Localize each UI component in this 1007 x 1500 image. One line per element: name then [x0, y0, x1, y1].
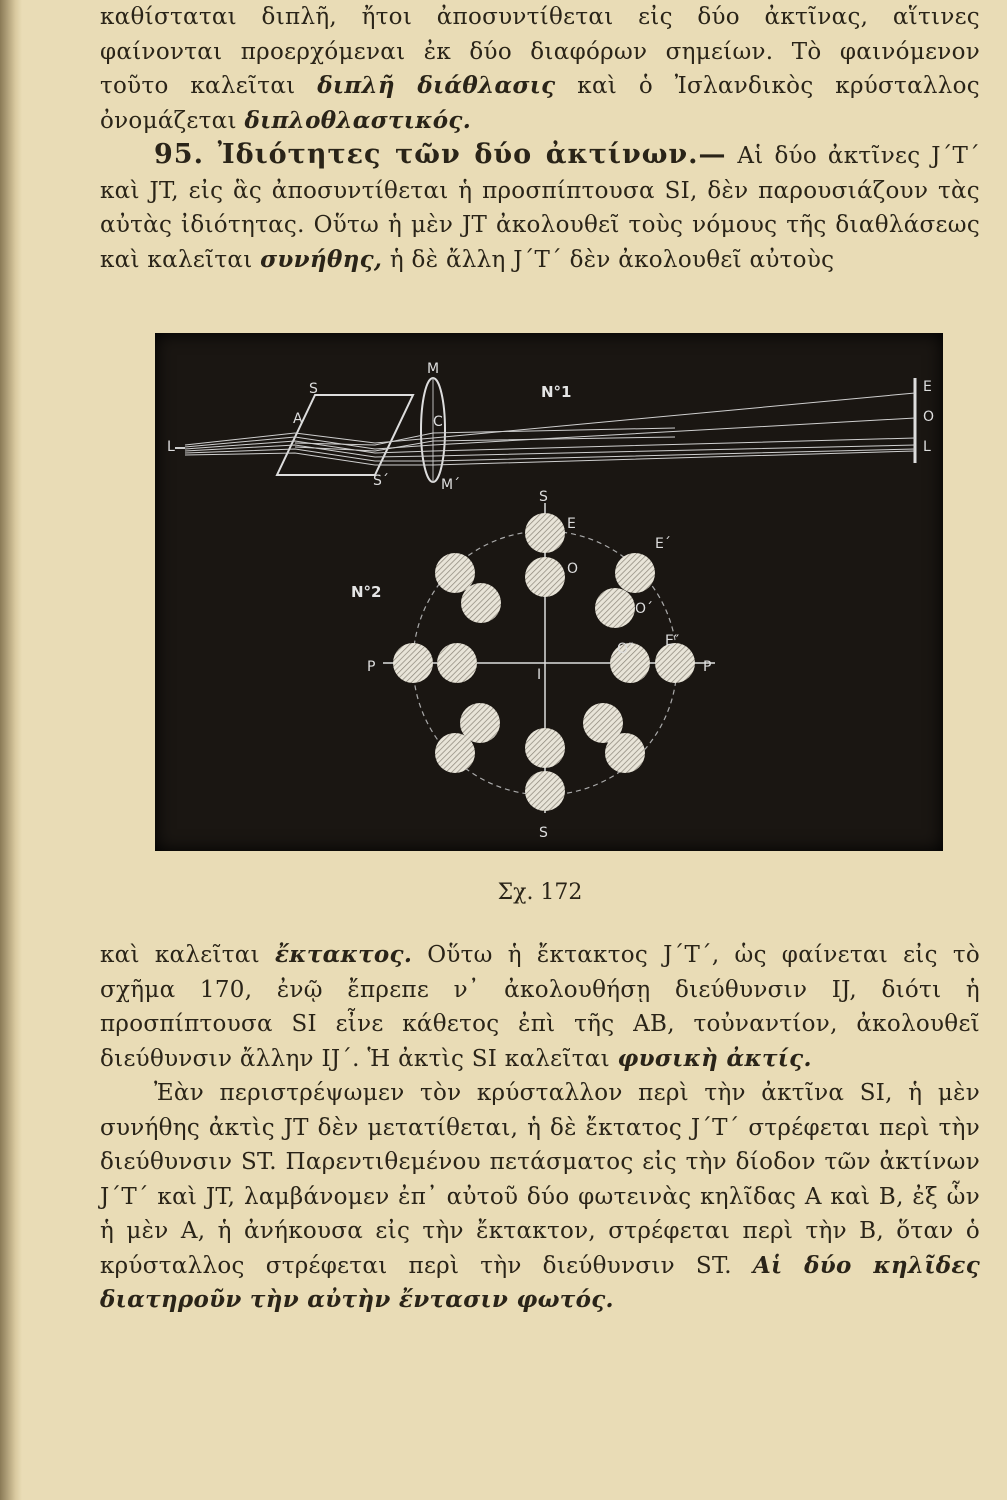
- label-p-left: P: [367, 659, 376, 675]
- label-o-2: O: [567, 561, 579, 577]
- text-run: ἡ δὲ ἄλλη J΄T΄ δὲν ἀκολουθεῖ αὐτοὺς: [389, 246, 835, 273]
- text-run: καθίσταται διπλῆ, ἤτοι ἀποσυντίθεται εἰς δύο ἀκτῖνας, αἵτινες φαίνονται προερχόμεναι ἐκ δύο διαφόρων σημείων. Τὸ φαινόμενον τοῦτο καλεῖται: [100, 4, 980, 99]
- label-p-right: P: [703, 659, 712, 675]
- term-ordinary: συνήθης,: [260, 245, 383, 273]
- top-text-block: [100, 0, 980, 277]
- paragraph-rotation: [100, 1076, 980, 1318]
- figure-label-1: Ν°1: [541, 383, 572, 401]
- label-s-prime: S΄: [373, 473, 389, 489]
- spot-ordinary: [525, 728, 565, 768]
- diagram-part-1: [167, 361, 934, 493]
- section-heading: 95. Ἰδιότητες τῶν δύο ἀκτίνων.—: [154, 139, 727, 170]
- term-natural-ray: φυσικὴ ἀκτίς.: [617, 1044, 812, 1072]
- spot-ordinary: [595, 588, 635, 628]
- figure-caption: Σχ. 172: [497, 880, 583, 905]
- spot-extraordinary: [525, 771, 565, 811]
- term-double-refraction: διπλῆ διάθλασις: [317, 72, 556, 99]
- spot-extraordinary: [605, 733, 645, 773]
- label-o-screen: O: [923, 409, 935, 425]
- spot-extraordinary: [525, 513, 565, 553]
- term-birefringent: διπλοθλαστικός.: [244, 106, 472, 134]
- diagram-part-2: [351, 489, 715, 841]
- spot-ordinary: [461, 583, 501, 623]
- text-run: καὶ ὁ Ἰσλανδικὸς κρύσταλλος ὀνομάζεται: [100, 73, 980, 134]
- paragraph-double-refraction: [100, 0, 980, 138]
- spot-extraordinary: [655, 643, 695, 683]
- label-s-top: S: [309, 381, 318, 397]
- spot-ordinary: [437, 643, 477, 683]
- label-i: I: [537, 667, 542, 683]
- figure-illustration: [155, 333, 943, 851]
- spot-pairs: [393, 513, 695, 811]
- label-m: M: [427, 361, 440, 377]
- label-e-2: E: [567, 516, 576, 532]
- ray-bundle: [185, 393, 915, 465]
- figure-172: [155, 333, 943, 851]
- label-e-dprime: E″: [665, 633, 680, 649]
- label-l-left: L: [167, 439, 175, 455]
- text-run: Οὕτω ἡ ἔκτακτος J΄T΄, ὡς φαίνεται εἰς τὸ σχῆμα 170, ἐνῷ ἔπρεπε ν᾽ ἀκολουθήσῃ διεύθυνσιν IJ, διότι ἡ προσπίπτουσα SI εἶνε κάθετος ἐπὶ τῆς AB, τοὐναντίον, ἀκολουθεῖ διεύθυνσιν ἄλλην IJ΄. Ἡ ἀκτὶς SI καλεῖται: [100, 942, 980, 1072]
- label-s-top-2: S: [539, 489, 548, 505]
- label-o-dprime: O″: [617, 641, 634, 657]
- bottom-text-block: [100, 938, 980, 1318]
- label-c: C: [433, 414, 443, 430]
- paragraph-extraordinary: [100, 938, 980, 1076]
- label-m-prime: M΄: [441, 477, 461, 493]
- spot-extraordinary: [393, 643, 433, 683]
- label-l-screen: L: [923, 439, 931, 455]
- page-gutter-shadow: [0, 0, 22, 1500]
- label-s-bottom-2: S: [539, 825, 548, 841]
- text-run: καὶ καλεῖται: [100, 942, 260, 968]
- term-extraordinary: ἔκτακτος.: [275, 941, 413, 968]
- text-run: Ἐὰν περιστρέψωμεν τὸν κρύσταλλον περὶ τὴν ἀκτῖνα SI, ἡ μὲν συνήθης ἀκτὶς JT δὲν μετατίθεται, ἡ δὲ ἔκτατος J΄T΄ στρέφεται περὶ τὴν διεύθυνσιν ST. Παρεντιθεμένου πετάσματος εἰς τὴν δίοδον τῶν ἀκτίνων J΄T΄ καὶ JT, λαμβάνομεν ἐπ᾽ αὐτοῦ δύο φωτεινὰς κηλῖδας A καὶ B, ἐξ ὧν ἡ μὲν A, ἡ ἀνήκουσα εἰς τὴν ἔκτακτον, στρέφεται περὶ τὴν B, ὅταν ὁ κρύσταλλος στρέφεται περὶ τὴν διεύθυνσιν ST.: [100, 1080, 980, 1279]
- section-95-paragraph: [100, 138, 980, 277]
- label-e-screen: E: [923, 379, 932, 395]
- label-a: A: [293, 411, 303, 427]
- spot-extraordinary: [615, 553, 655, 593]
- label-o-prime: O΄: [635, 601, 654, 617]
- term-same-intensity: Αἱ δύο κηλῖδες διατηροῦν τὴν αὐτὴν ἔντασιν φωτός.: [100, 1251, 980, 1313]
- label-e-prime: E΄: [655, 536, 671, 552]
- crystal-rhomb: [277, 395, 413, 475]
- spot-ordinary: [525, 557, 565, 597]
- spot-extraordinary: [435, 733, 475, 773]
- text-run: Αἱ δύο ἀκτῖνες J΄T΄ καὶ JT, εἰς ἃς ἀποσυντίθεται ἡ προσπίπτουσα SI, δὲν παρουσιάζουν τὰς αὐτὰς ἰδιότητας. Οὕτω ἡ μὲν JT ἀκολουθεῖ τοὺς νόμους τῆς διαθλάσεως καὶ καλεῖται: [100, 143, 980, 273]
- figure-label-2: Ν°2: [351, 583, 382, 601]
